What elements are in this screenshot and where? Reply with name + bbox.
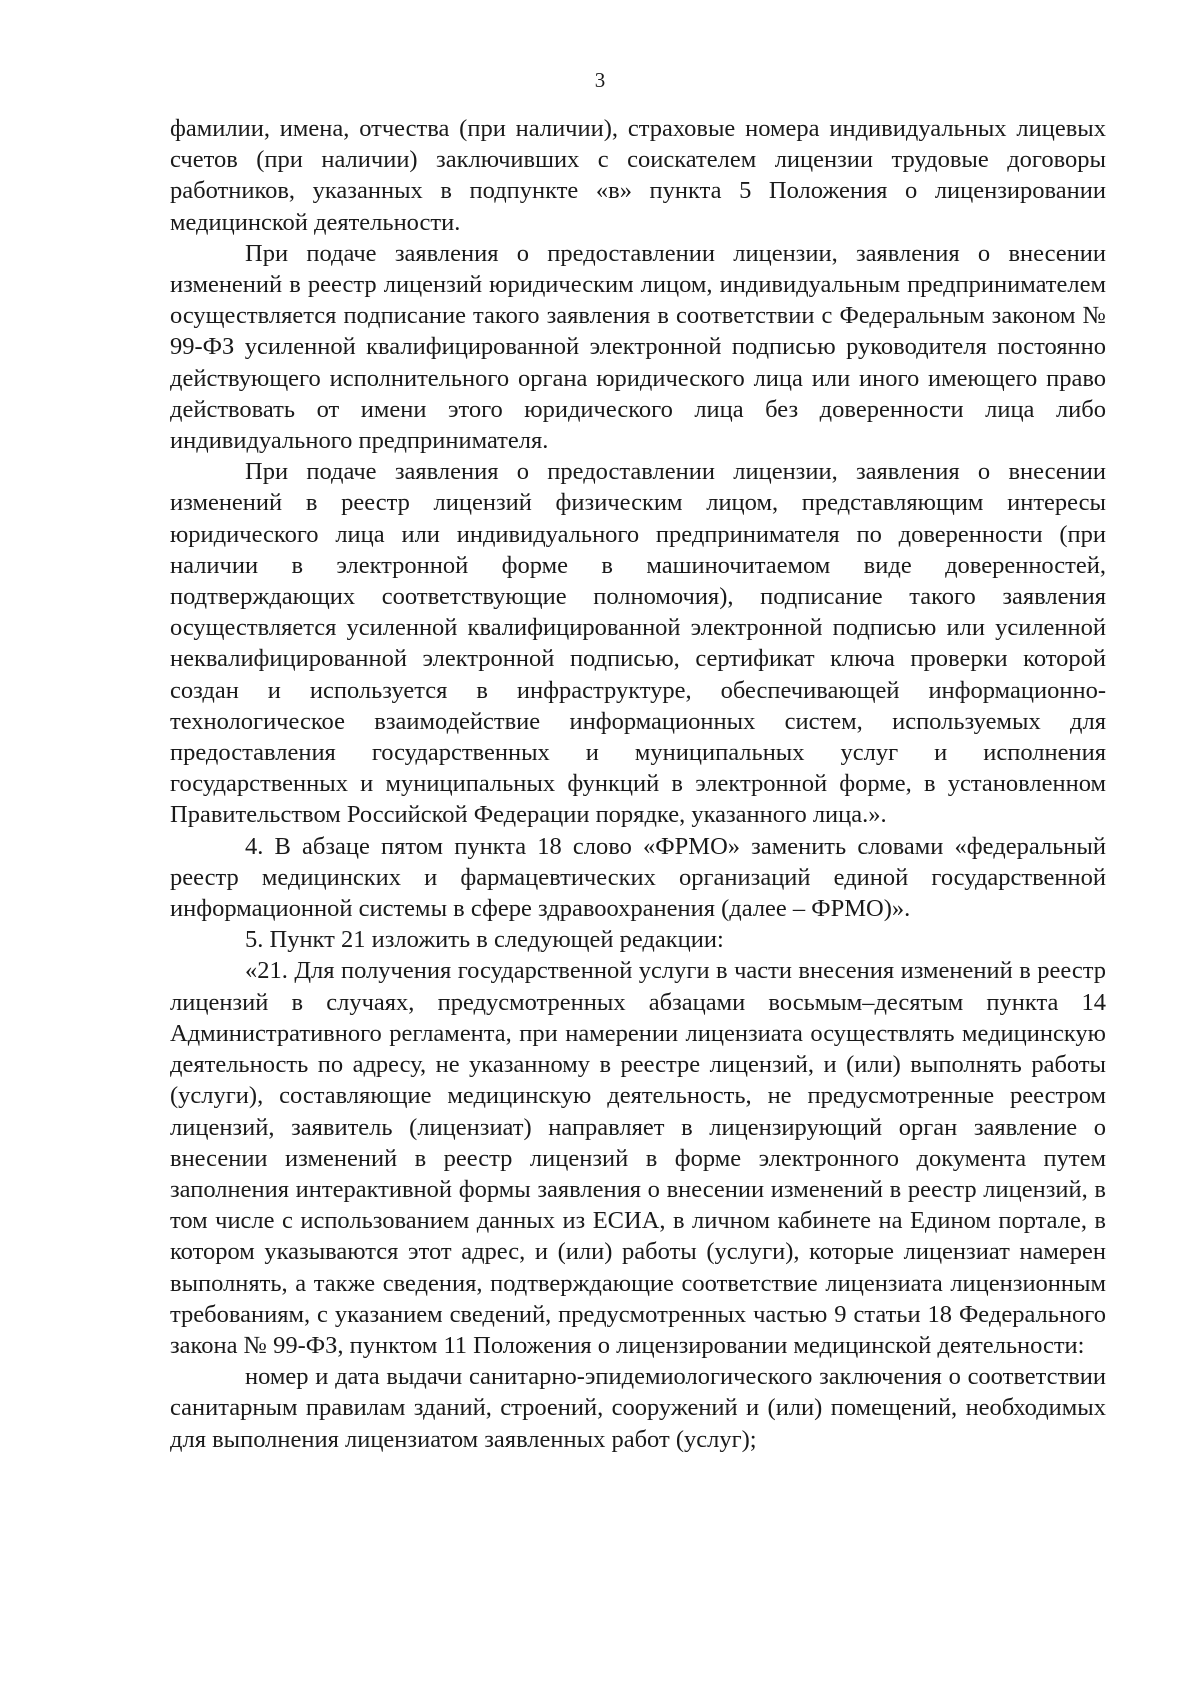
paragraph-proxy-signing: При подаче заявления о предоставлении лицензии, заявления о внесении изменений в реестр лицензий физическим лицом, представляющим интересы юридического лица или индивидуального предпринимателя по доверенности (при наличии в электронной форме в машиночитаемом виде доверенностей, подтверждающих соответствующие полномочия), подписание такого заявления осуществляется усиленной квалифицированной электронной подписью или усиленной неквалифицированной электронной подписью, сертификат ключа проверки которой создан и используется в инфраструктуре, обеспечивающей информационно-технологическое взаимодействие информационных систем, используемых для предоставления государственных и муниципальных услуг и исполнения государственных и муниципальных функций в электронной форме, в установленном Правительством Российской Федерации порядке, указанного лица.». <box>170 458 1106 829</box>
paragraph-sanitary-conclusion: номер и дата выдачи санитарно-эпидемиологического заключения о соответствии санитарным правилам зданий, строений, сооружений и (или) помещений, необходимых для выполнения лицензиатом заявленных работ (услуг); <box>170 1363 1106 1453</box>
paragraph-item-5: 5. Пункт 21 изложить в следующей редакции: <box>245 926 724 954</box>
paragraph-item-4: 4. В абзаце пятом пункта 18 слово «ФРМО» заменить словами «федеральный реестр медицинских и фармацевтических организаций единой государственной информационной системы в сфере здравоохранения (далее – ФРМО)». <box>170 832 1106 923</box>
page-number: 3 <box>594 68 606 92</box>
document-body <box>170 113 1106 1455</box>
paragraph-continuation: фамилии, имена, отчества (при наличии), страховые номера индивидуальных лицевых счетов (при наличии) заключивших с соискателем лицензии трудовые договоры работников, указанных в подпункте «в» пункта 5 Положения о лицензировании медицинской деятельности. <box>170 115 1106 236</box>
paragraph-legal-entity-signing: При подаче заявления о предоставлении лицензии, заявления о внесении изменений в реестр лицензий юридическим лицом, индивидуальным предпринимателем осуществляется подписание такого заявления в соответствии с Федеральным законом № 99-ФЗ усиленной квалифицированной электронной подписью руководителя постоянно действующего исполнительного органа юридического лица или иного имеющего право действовать от имени этого юридического лица без доверенности лица либо индивидуального предпринимателя. <box>170 239 1106 455</box>
paragraph-clause-21: «21. Для получения государственной услуги в части внесения изменений в реестр лицензий в случаях, предусмотренных абзацами восьмым–десятым пункта 14 Административного регламента, при намерении лицензиата осуществлять медицинскую деятельность по адресу, не указанному в реестре лицензий, и (или) выполнять работы (услуги), составляющие медицинскую деятельность, не предусмотренные реестром лицензий, заявитель (лицензиат) направляет в лицензирующий орган заявление о внесении изменений в реестр лицензий в форме электронного документа путем заполнения интерактивной формы заявления о внесении изменений в реестр лицензий, в том числе с использованием данных из ЕСИА, в личном кабинете на Едином портале, в котором указываются этот адрес, и (или) работы (услуги), которые лицензиат намерен выполнять, а также сведения, подтверждающие соответствие лицензиата лицензионным требованиям, с указанием сведений, предусмотренных частью 9 статьи 18 Федерального закона № 99-ФЗ, пунктом 11 Положения о лицензировании медицинской деятельности: <box>170 957 1106 1359</box>
